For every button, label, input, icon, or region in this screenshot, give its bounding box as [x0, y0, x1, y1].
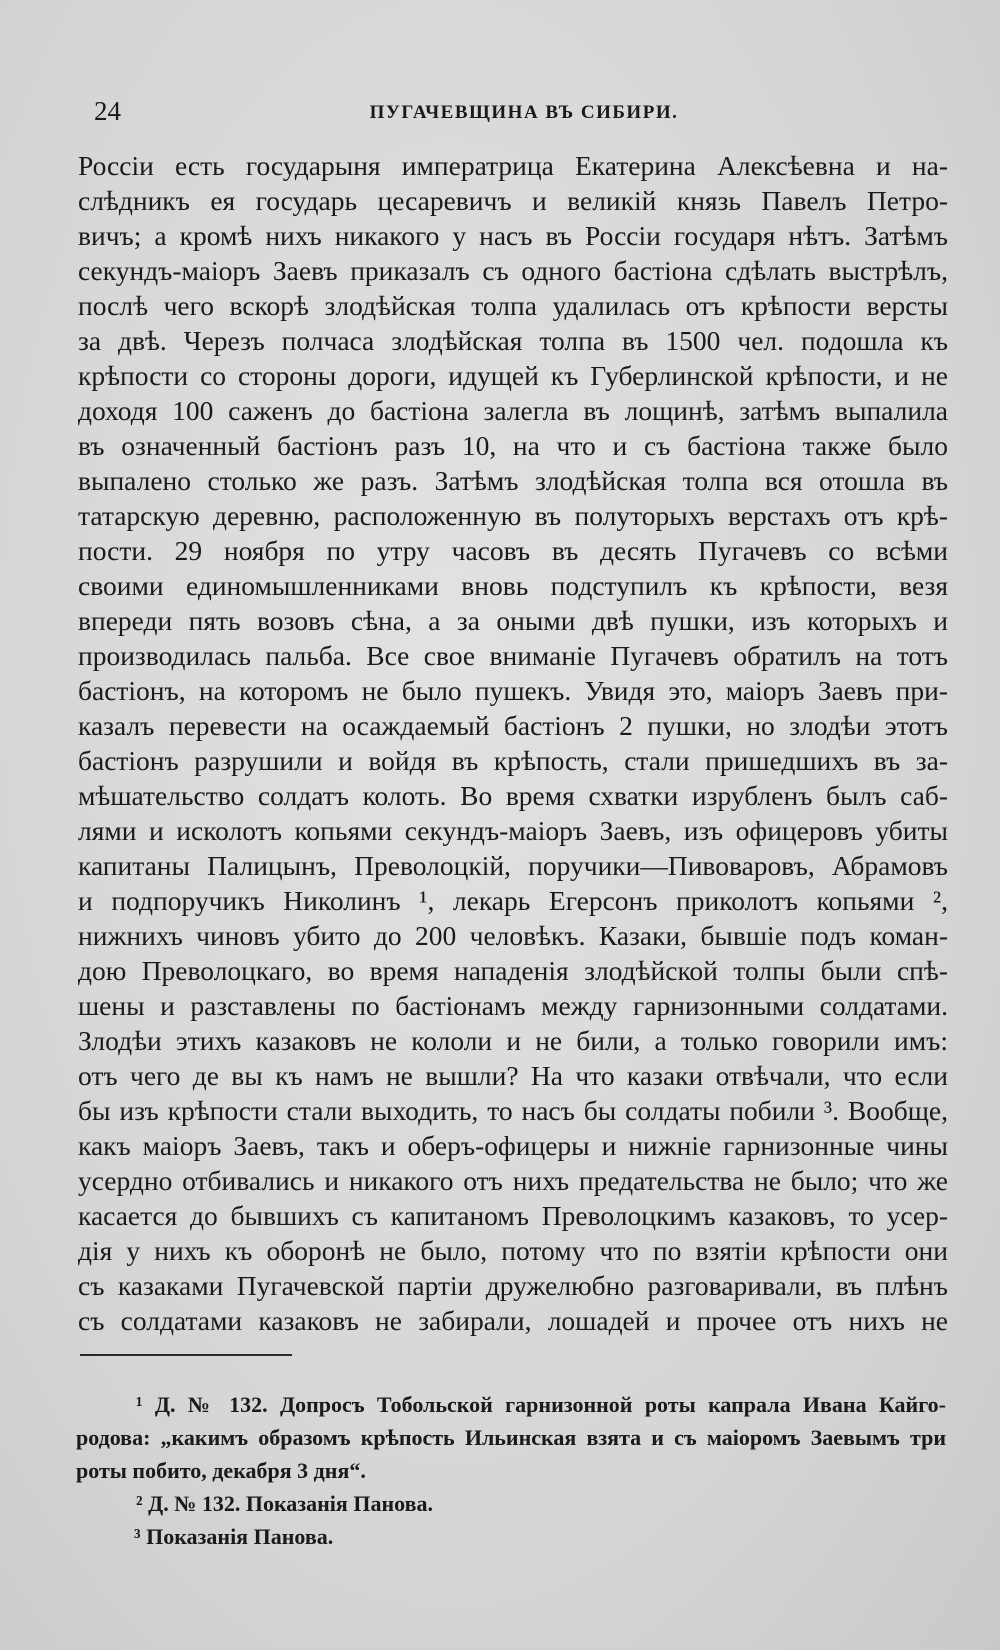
text-line: татарскую деревню, расположенную въ полуторыхъ верстахъ отъ крѣ-: [78, 500, 948, 531]
text-line: и подпоручикъ Николинъ ¹, лекарь Егерсонъ приколотъ копьями ²,: [78, 885, 948, 916]
text-line: съ казаками Пугачевской партіи дружелюбно разговаривали, въ плѣнъ: [78, 1270, 948, 1301]
text-line: какъ маіоръ Заевъ, такъ и оберъ-офицеры и нижніе гарнизонные чины: [78, 1130, 948, 1161]
text-line: съ солдатами казаковъ не забирали, лошадей и прочее отъ нихъ не: [78, 1305, 948, 1336]
text-line: Россіи есть государыня императрица Екатерина Алексѣевна и на-: [78, 150, 948, 181]
text-line: бы изъ крѣпости стали выходить, то насъ бы солдаты побили ³. Вообще,: [78, 1095, 948, 1126]
text-line: производилась пальба. Все свое вниманіе Пугачевъ обратилъ на тотъ: [78, 640, 948, 671]
text-line: мѣшательство солдатъ колоть. Во время схватки изрубленъ былъ саб-: [78, 780, 948, 811]
footnote-2: ² Д. № 132. Показанія Панова.: [136, 1491, 433, 1516]
footnote-1: ¹ Д. № 132. Допросъ Тобольской гарнизонной роты капрала Ивана Кайго-: [136, 1392, 946, 1417]
text-line: касается до бывшихъ съ капитаномъ Преволоцкимъ казаковъ, то усер-: [78, 1200, 948, 1231]
footnote-3: ³ Показанія Панова.: [134, 1524, 334, 1549]
text-line: Злодѣи этихъ казаковъ не кололи и не били, а только говорили имъ:: [78, 1025, 948, 1056]
footnote-divider: [80, 1354, 292, 1356]
text-line: въ означенный бастіонъ разъ 10, на что и съ бастіона также было: [78, 430, 948, 461]
body-text: [78, 148, 948, 1338]
text-line: выпалено столько же разъ. Затѣмъ злодѣйская толпа вся отошла въ: [78, 465, 948, 496]
text-line: усердно отбивались и никакого отъ нихъ предательства не было; что же: [78, 1165, 948, 1196]
text-line: казалъ перевести на осаждаемый бастіонъ 2 пушки, но злодѣи этотъ: [78, 710, 948, 741]
text-line: бастіонъ разрушили и войдя въ крѣпость, стали пришедшихъ въ за-: [78, 745, 948, 776]
text-line: слѣдникъ ея государь цесаревичъ и великій князь Павелъ Петро-: [78, 185, 948, 216]
page-number: 24: [94, 96, 121, 126]
text-line: вичъ; а кромѣ нихъ никакого у насъ въ Россіи государя нѣтъ. Затѣмъ: [78, 220, 948, 251]
text-line: за двѣ. Черезъ полчаса злодѣйская толпа въ 1500 чел. подошла къ: [78, 325, 948, 356]
text-line: послѣ чего вскорѣ злодѣйская толпа удалилась отъ крѣпости версты: [78, 290, 948, 321]
text-line: капитаны Палицынъ, Преволоцкій, поручики—Пивоваровъ, Абрамовъ: [78, 850, 948, 881]
text-line: пости. 29 ноября по утру часовъ въ десять Пугачевъ со всѣми: [78, 535, 948, 566]
text-line: своими единомышленниками вновь подступилъ къ крѣпости, везя: [78, 570, 948, 601]
text-line: шены и разставлены по бастіонамъ между гарнизонными солдатами.: [78, 990, 948, 1021]
text-line: крѣпости со стороны дороги, идущей къ Губерлинской крѣпости, и не: [78, 360, 948, 391]
text-line: доходя 100 саженъ до бастіона залегла въ лощинѣ, затѣмъ выпалила: [78, 395, 948, 426]
text-line: отъ чего де вы къ намъ не вышли? На что казаки отвѣчали, что если: [78, 1060, 948, 1091]
text-line: бастіонъ, на которомъ не было пушекъ. Увидя это, маіоръ Заевъ при-: [78, 675, 948, 706]
footnote-1-end: роты побито, декабря 3 дня“.: [76, 1458, 366, 1483]
text-line: нижнихъ чиновъ убито до 200 человѣкъ. Казаки, бывшіе подъ коман-: [78, 920, 948, 951]
page-header: [94, 96, 954, 126]
text-line: дія у нихъ къ оборонѣ не было, потому что по взятіи крѣпости они: [78, 1235, 948, 1266]
footnotes: [76, 1388, 946, 1553]
text-line: впереди пять возовъ сѣна, а за оными двѣ пушки, изъ которыхъ и: [78, 605, 948, 636]
footnote-1-continued: родова: „какимъ образомъ крѣпость Ильинская взята и съ маіоромъ Заевымъ три: [76, 1425, 946, 1450]
text-line: дою Преволоцкаго, во время нападенія злодѣйской толпы были спѣ-: [78, 955, 948, 986]
text-line: секундъ-маіоръ Заевъ приказалъ съ одного бастіона сдѣлать выстрѣлъ,: [78, 255, 948, 286]
text-line: лями и исколотъ копьями секундъ-маіоръ Заевъ, изъ офицеровъ убиты: [78, 815, 948, 846]
running-title: ПУГАЧЕВЩИНА ВЪ СИБИРИ.: [369, 102, 679, 123]
